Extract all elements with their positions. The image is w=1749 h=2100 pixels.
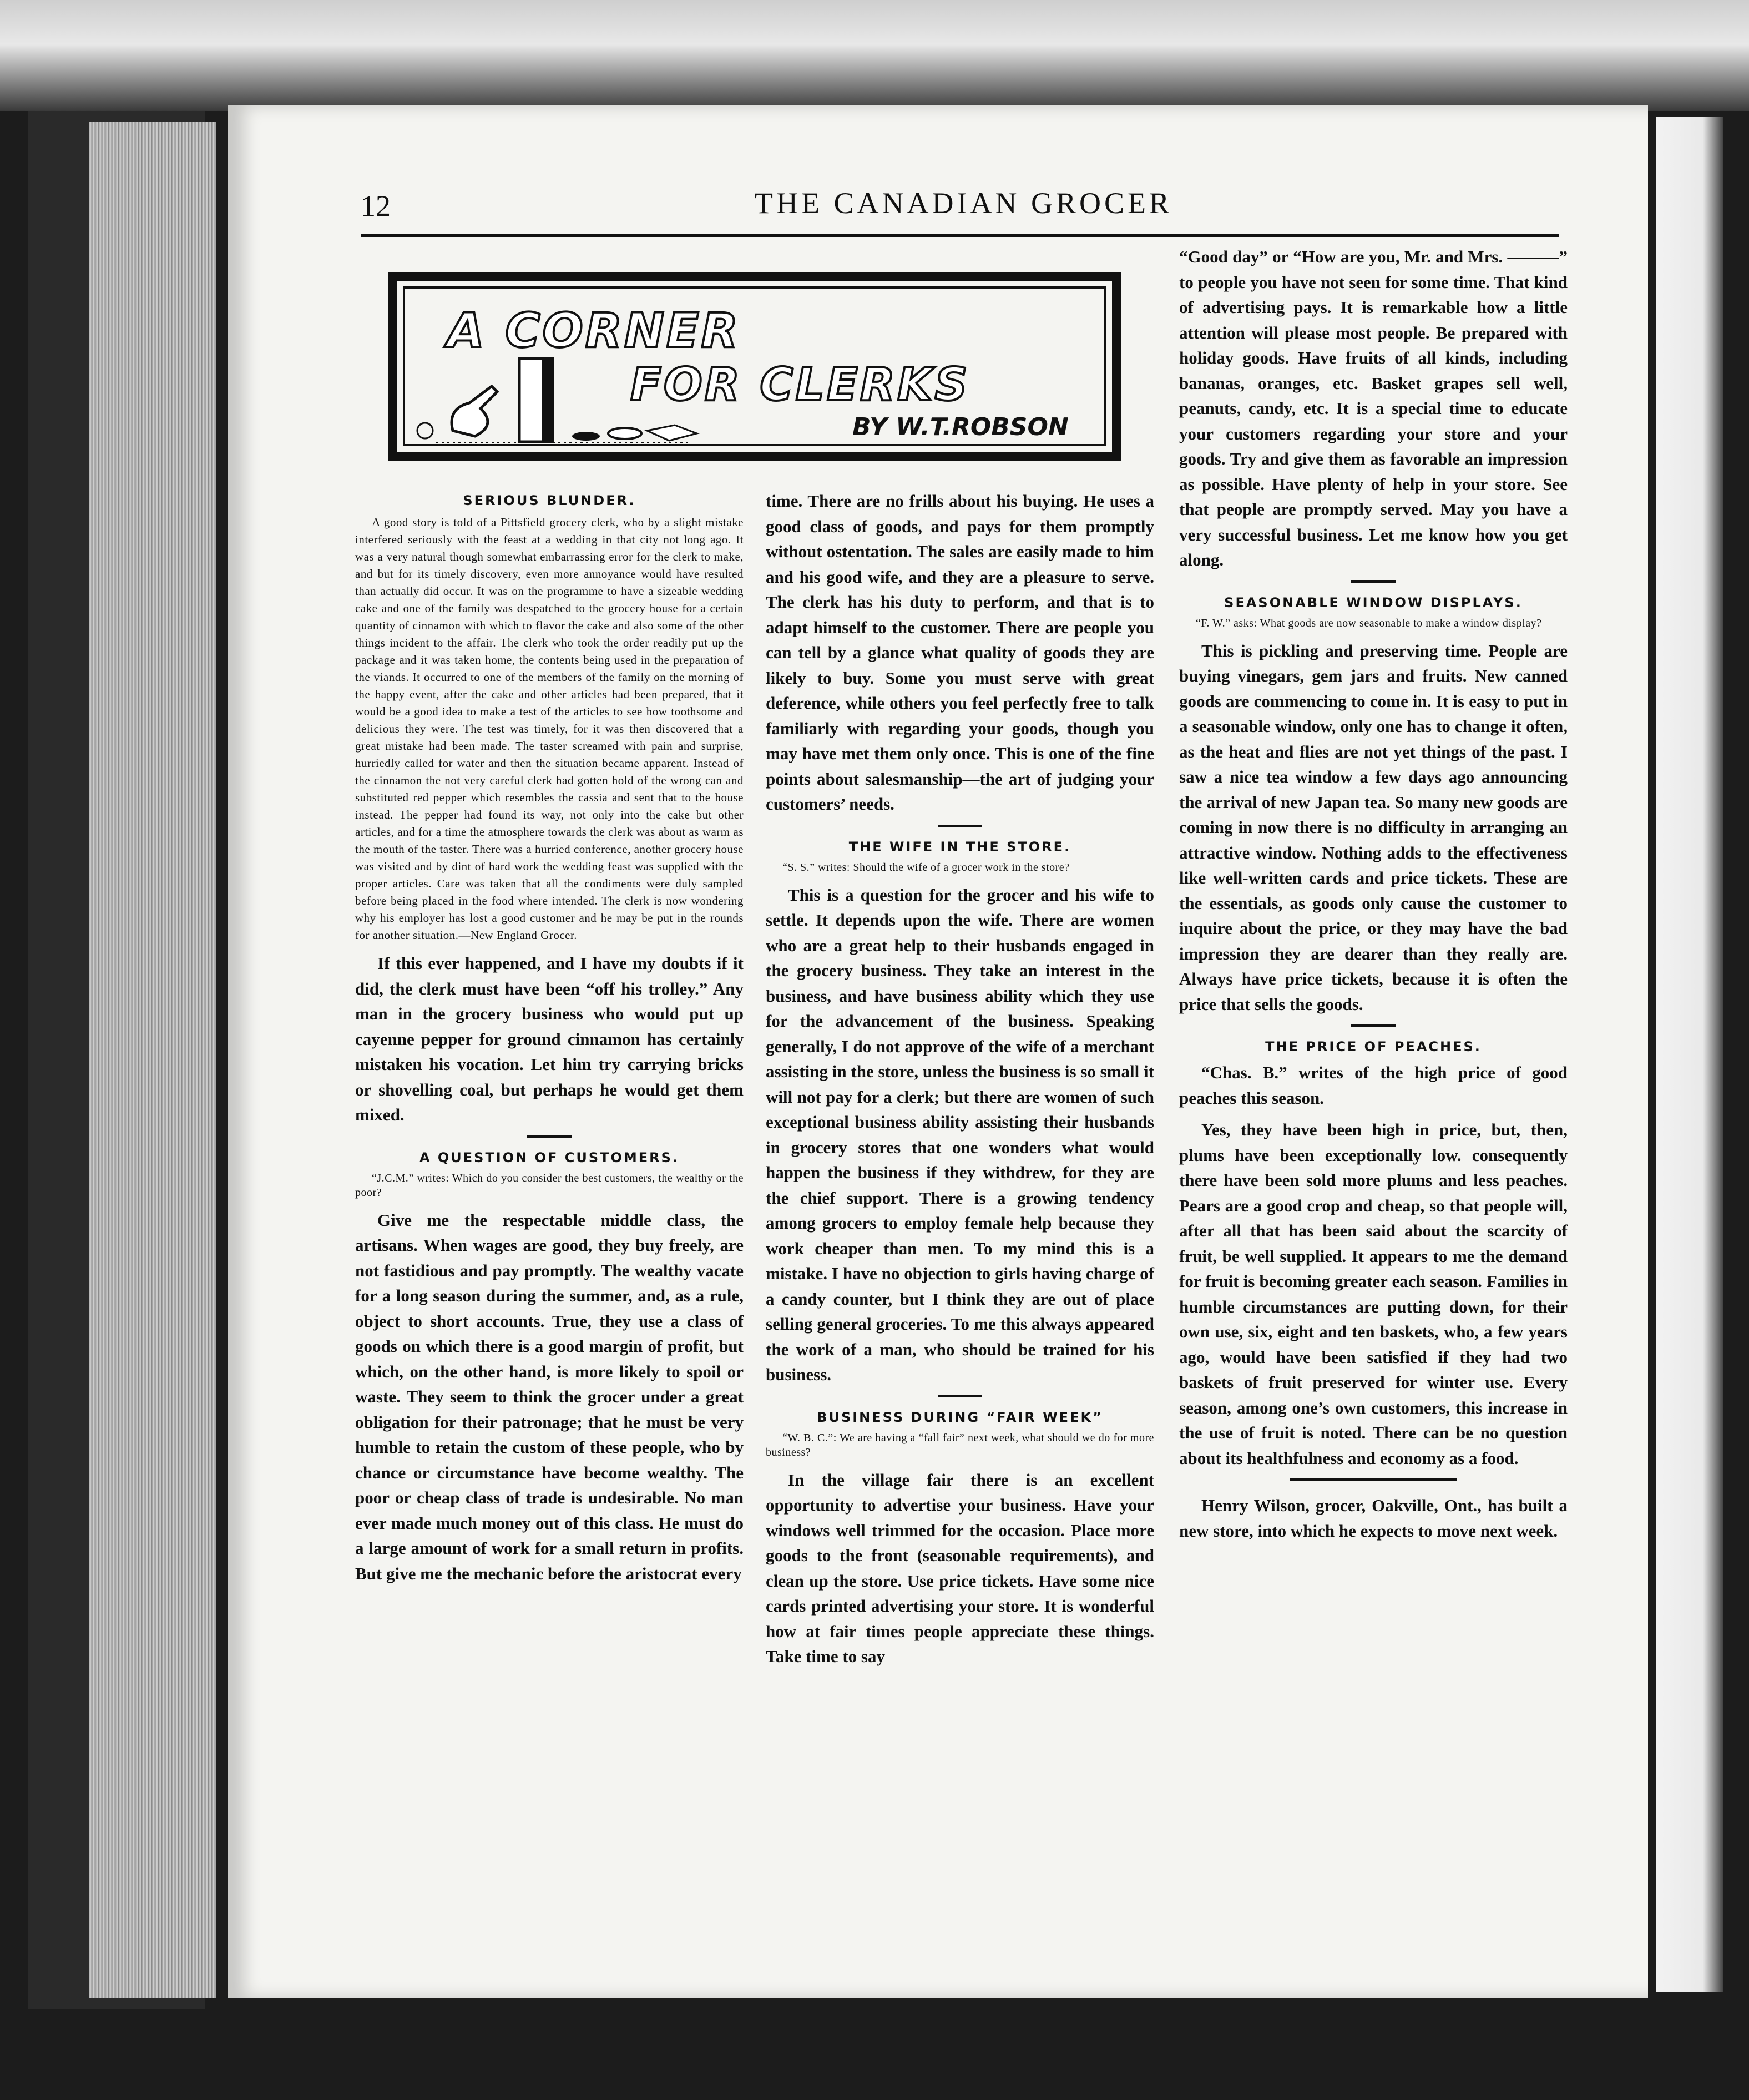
section-divider <box>527 1135 572 1138</box>
column-1 <box>355 488 744 1593</box>
peaches-query: “Chas. B.” writes of the high price of good peaches this season. <box>1179 1063 1568 1108</box>
window-displays-query: “F. W.” asks: What goods are now seasonable to make a window display? <box>1196 617 1542 629</box>
fair-week-query: “W. B. C.”: We are having a “fall fair” next week, what should we do for more business? <box>766 1431 1154 1458</box>
heading-wife-in-store: THE WIFE IN THE STORE. <box>848 839 1071 855</box>
heading-price-of-peaches: THE PRICE OF PEACHES. <box>1265 1039 1482 1054</box>
fair-week-answer-continued: “Good day” or “How are you, Mr. and Mrs. ———” to people you have not seen for some time. That kind of advertising pays. It is remarkable how a little attention will please most people. Be prepared with holiday goods. Have fruits of all kinds, including bananas, oranges, etc. Basket grapes sell well, peanuts, candy, etc. It is a special time to educate your customers regarding your store and your goods. Try and give them as favorable an impression as possible. Have plenty of help in your store. See that people are promptly served. May you have a very successful business. Let me know how you get along. <box>1179 247 1568 569</box>
column-3 <box>1179 244 1568 1550</box>
fair-week-answer: In the village fair there is an excellent opportunity to advertise your business. Have your windows well trimmed for the occasion. Place more goods to the front (seasonable requirements), and clean up the store. Use price tickets. Have some nice cards printed advertising your store. It is wonderful how at fair times people appreciate these things. Take time to say <box>766 1470 1154 1666</box>
banner-title-line2: FOR CLERKS <box>630 359 970 411</box>
serious-blunder-story: A good story is told of a Pittsfield grocery clerk, who by a slight mistake interfered seriously with the feast at a wedding in that city not long ago. It was a very natural though somewhat embarrassing error for the clerk to make, and but for its timely discovery, even more annoyance would have resulted than actually did occur. It was on the programme to have a sizeable wedding cake and one of the family was despatched to the grocery house for a certain quantity of cinnamon with which to flavor the cake and also some of the other things incident to the affair. The clerk who took the order readily put up the package and it was taken home, the contents being used in the preparation of the viands. It occurred to one of the members of the family on the morning of the happy event, after the cake and other articles had been prepared, that it would be a good idea to make a test of the articles to see how toothsome and delicious they were. The test was timely, for it was then discovered that a great mistake had been made. The taster screamed with pain and surprise, hurriedly called for water and then the situation became apparent. Instead of the cinnamon the not very careful clerk had gotten hold of the wrong can and substituted red pepper which resembles the cassia and sent that to the house instead. The pepper had found its way, not only into the cake but other articles, and for a time the atmosphere towards the clerk was about as warm as the mouth of the taster. There was a hurried conference, another grocery house was visited and by dint of hard work the wedding feast was supplied with the proper articles. Care was taken that all the condiments were duly sampled before being placed in the food where intended. The clerk is now wondering why his employer has lost a good customer and he may be put in the rounds for another situation.—New England Grocer. <box>355 516 744 942</box>
facing-page-edge <box>1656 117 1723 1992</box>
heading-question-of-customers: A QUESTION OF CUSTOMERS. <box>419 1149 680 1165</box>
news-item-henry-wilson: Henry Wilson, grocer, Oakville, Ont., has built a new store, into which he expects to move next week. <box>1179 1496 1568 1541</box>
section-divider <box>1351 580 1396 583</box>
serious-blunder-comment: If this ever happened, and I have my doubts if it did, the clerk must have been “off his trolley.” Any man in the grocery business who would put up cayenne pepper for ground cinnamon has certainly mistaken his vocation. Let him try carrying bricks or shovelling coal, but perhaps he would get them mixed. <box>355 953 744 1124</box>
column-banner <box>388 272 1121 461</box>
heading-fair-week: BUSINESS DURING “FAIR WEEK” <box>817 1409 1103 1425</box>
wife-query: “S. S.” writes: Should the wife of a grocer work in the store? <box>782 861 1070 874</box>
window-displays-answer: This is pickling and preserving time. People are buying vinegars, gem jars and fruits. New canned goods are commencing to come in. It is easy to put in a seasonable window, only one has to change it often, as the heat and flies are not yet things of the past. I saw a nice tea window a few days ago announcing the arrival of new Japan tea. So many new goods are coming in now there is no difficulty in arranging an attractive window. Nothing adds to the effectiveness like well-written cards and price tickets. These are the essentials, as goods only cause the customer to inquire about the price, or they may have the bad impression they are dearer than they really are. Always have price tickets, because it is often the price that sells the goods. <box>1179 640 1568 1014</box>
banner-author: BY W.T.ROBSON <box>852 413 1069 441</box>
banner-title-line1: A CORNER <box>447 303 740 359</box>
customers-answer-continued: time. There are no frills about his buying. He uses a good class of goods, and pays for them promptly without ostentation. The sales are easily made to him and his good wife, and they are a pleasure to serve. The clerk has his duty to perform, and that is to adapt himself to the customer. There are people you can tell by a glance what quality of goods they are likely to buy. Some you must serve with great deference, while others you feel perfectly free to talk familiarly with regarding your goods, though you may have met them only once. This is one of the fine points about salesmanship—the art of judging your customers’ needs. <box>766 491 1154 814</box>
section-divider <box>1290 1478 1457 1481</box>
heading-serious-blunder: SERIOUS BLUNDER. <box>463 493 636 508</box>
magazine-page <box>228 105 1648 1998</box>
customers-answer: Give me the respectable middle class, the artisans. When wages are good, they buy freely, are not fastidious and pay promptly. The wealthy vacate for a long season during the summer, and, as a rule, object to short accounts. True, they use a class of goods on which there is a good margin of profit, but which, on the other hand, is more likely to spoil or waste. They seem to think the grocer under a great obligation for their patronage; that he must be very humble to retain the custom of these people, who by chance or circumstance have become wealthy. The poor or cheap class of trade is undesirable. No man ever made much money out of this class. He must do a large amount of work for a small return in profits. But give me the mechanic before the aristocrat every <box>355 1210 744 1583</box>
heading-window-displays: SEASONABLE WINDOW DISPLAYS. <box>1224 594 1523 610</box>
scan-background <box>0 0 1749 111</box>
section-divider <box>938 825 982 827</box>
page-edges <box>89 122 216 1998</box>
section-divider <box>1351 1024 1396 1027</box>
peaches-answer: Yes, they have been high in price, but, then, plums have been exceptionally low. consequently there have been sold more plums and less peaches. Pears are a good crop and cheap, so that people will, after all that has been said about the scarcity of fruit, be well supplied. It appears to me the demand for fruit is becoming greater each season. Families in humble circumstances are putting down, for their own use, six, eight and ten baskets, who, a few years ago, would have been satisfied if they had two baskets of fruit preserved for winter use. Every season, among one’s own customers, this increase in the use of fruit is noted. There can be no question about its healthfulness and economy as a food. <box>1179 1120 1568 1468</box>
masthead: THE CANADIAN GROCER <box>755 186 1172 220</box>
page-number: 12 <box>361 189 391 223</box>
wife-answer: This is a question for the grocer and his wife to settle. It depends upon the wife. There are women who are a great help to their husbands engaged in the grocery business. They take an interest in the business, and have business ability which they use for the advancement of the business. Speaking generally, I do not approve of the wife of a merchant assisting in the store, unless the business is so small it will not pay for a clerk; but there are women of such exceptional business ability assisting their husbands in grocery stores that one wonders what would happen the business if they withdrew, for they are the chief support. There is a growing tendency among grocers to employ female help because they work cheaper than men. To my mind this is a mistake. I have no objection to girls having charge of a candy counter, but I think they are out of place selling general groceries. To me this always appeared the work of a man, who should be trained for his business. <box>766 885 1154 1384</box>
header-rule <box>361 234 1559 237</box>
section-divider <box>938 1395 982 1397</box>
customers-query: “J.C.M.” writes: Which do you consider the best customers, the wealthy or the poor? <box>355 1172 744 1199</box>
column-2 <box>766 488 1154 1676</box>
